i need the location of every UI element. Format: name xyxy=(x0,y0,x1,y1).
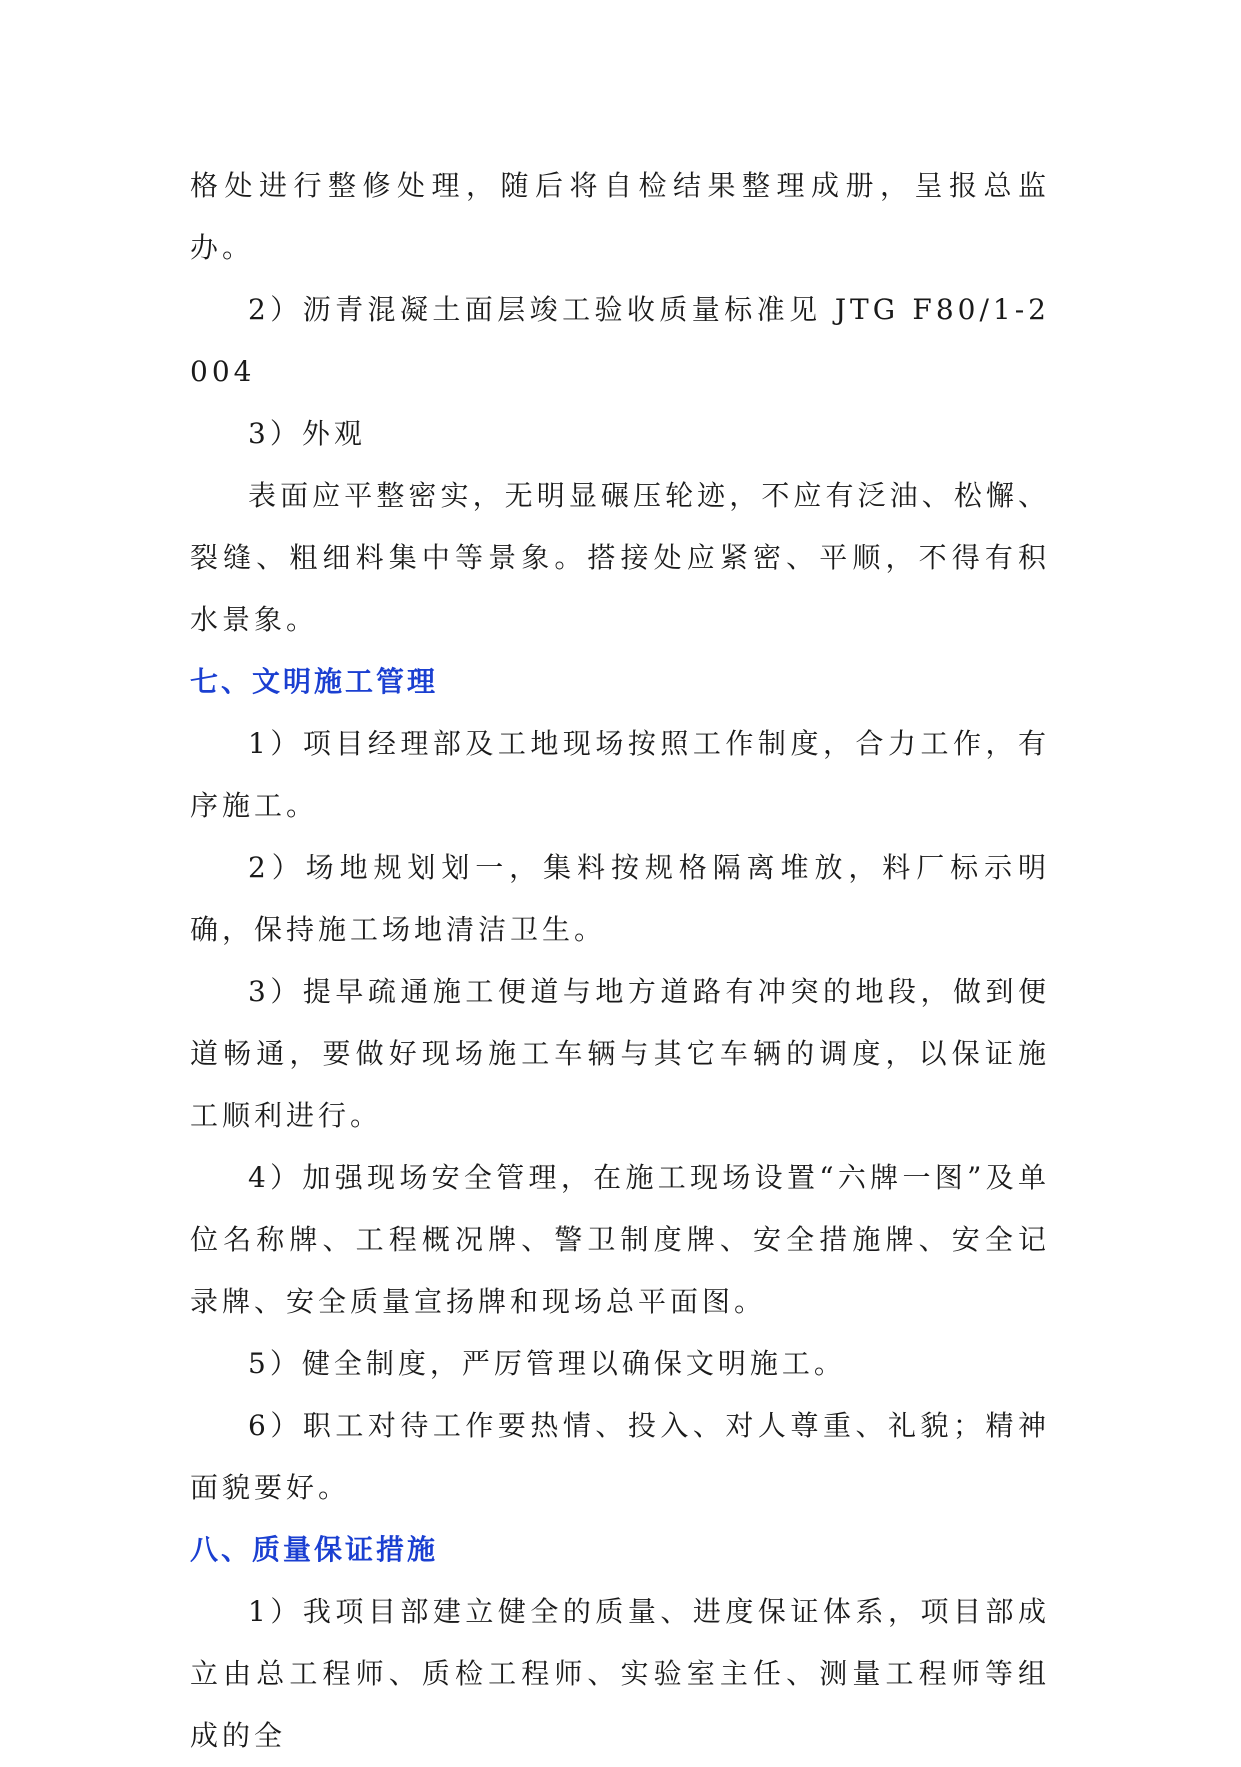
section-heading-7: 七、文明施工管理 xyxy=(190,665,439,698)
list-item-7-6: 6）职工对待工作要热情、投入、对人尊重、礼貌；精神面貌要好。 xyxy=(190,1409,1050,1504)
list-item-7-5: 5）健全制度，严厉管理以确保文明施工。 xyxy=(248,1347,846,1380)
paragraph-continuation: 格处进行整修处理，随后将自检结果整理成册，呈报总监办。 xyxy=(190,169,1050,264)
section-heading-8: 八、质量保证措施 xyxy=(190,1533,439,1566)
paragraph-standard: 2）沥青混凝土面层竣工验收质量标准见 JTG F80/1-2004 xyxy=(190,293,1050,388)
paragraph-appearance-body: 表面应平整密实，无明显碾压轮迹，不应有泛油、松懈、裂缝、粗细料集中等景象。搭接处应紧密、平顺，不得有积水景象。 xyxy=(190,479,1050,636)
list-item-7-2: 2）场地规划划一，集料按规格隔离堆放，料厂标示明确，保持施工场地清洁卫生。 xyxy=(190,851,1050,946)
list-item-8-1: 1）我项目部建立健全的质量、进度保证体系，项目部成立由总工程师、质检工程师、实验室主任、测量工程师等组成的全 xyxy=(190,1595,1050,1752)
paragraph-appearance-title: 3）外观 xyxy=(248,417,366,450)
list-item-7-3: 3）提早疏通施工便道与地方道路有冲突的地段，做到便道畅通，要做好现场施工车辆与其它车辆的调度，以保证施工顺利进行。 xyxy=(190,975,1050,1132)
document-body xyxy=(190,155,1050,1767)
list-item-7-4: 4）加强现场安全管理，在施工现场设置“六牌一图”及单位名称牌、工程概况牌、警卫制度牌、安全措施牌、安全记录牌、安全质量宣扬牌和现场总平面图。 xyxy=(190,1161,1050,1318)
list-item-7-1: 1）项目经理部及工地现场按照工作制度，合力工作，有序施工。 xyxy=(190,727,1050,822)
